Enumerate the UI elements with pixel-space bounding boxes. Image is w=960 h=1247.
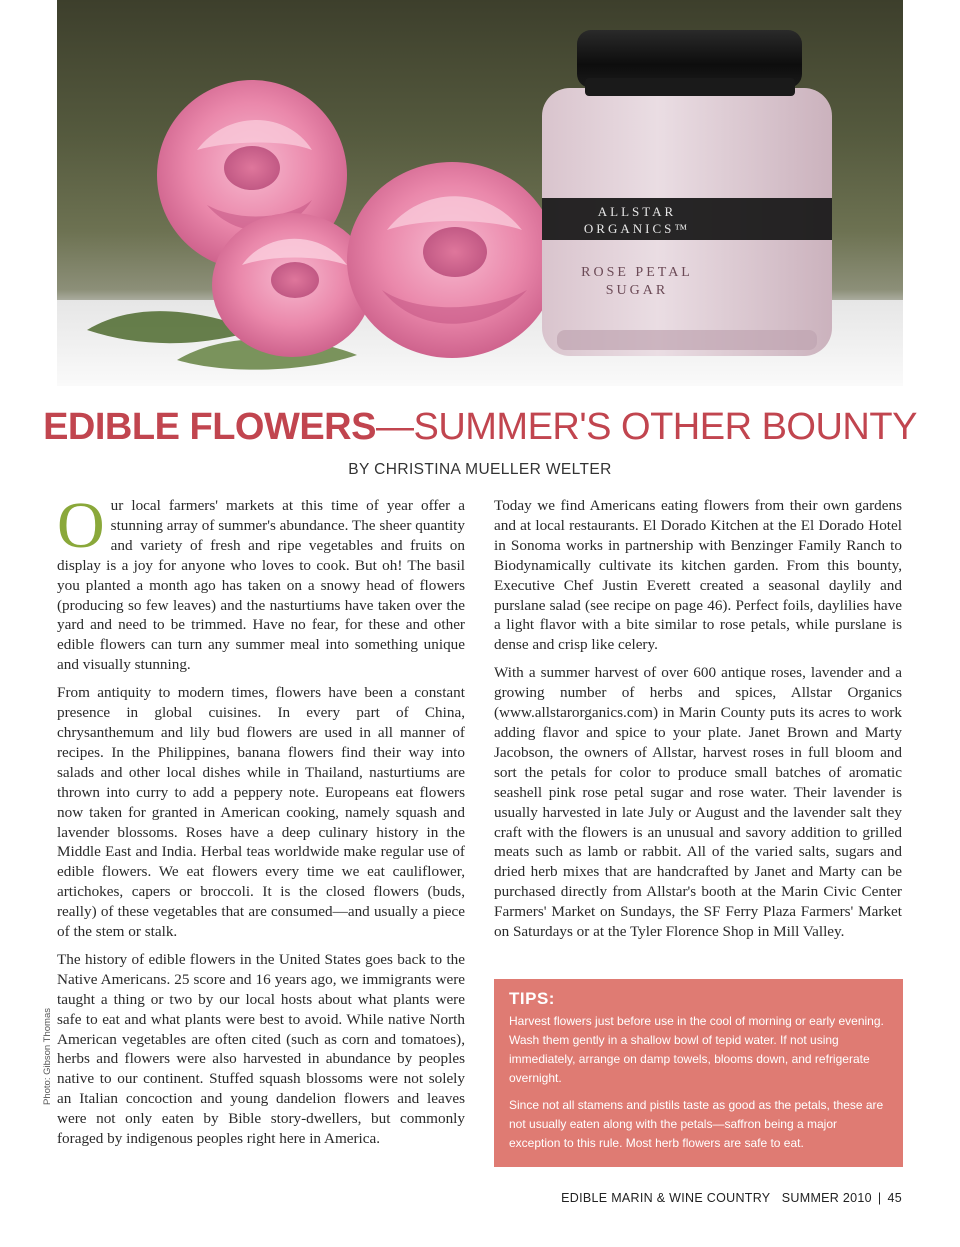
column-right [494, 496, 902, 950]
hero-illustration [57, 0, 903, 386]
footer-separator: | [877, 1191, 882, 1205]
jar-brand-text-2: ORGANICS™ [583, 221, 691, 236]
paragraph: From antiquity to modern times, flowers have been a constant presence in global cuisines. In every part of China, chrysanthemum and lily bud flowers are used in all manner of recipes. In the Philippines, banana flowers find their way into salads and other local dishes while in Thailand, nasturtiums are thrown into curry to add a peppery note. Europeans eat flowers now taken for granted in American cooking, namely squash and lavender blossoms. Roses have a deep culinary history in the Middle East and India. Herbal teas worldwide make regular use of edible flowers. We eat flowers every time we eat cauliflower, artichokes, capers or broccoli. It is the closed flowers (buds, really) of these vegetables that are consumed—and usually a piece of the stem or stalk. [57, 684, 465, 941]
paragraph: With a summer harvest of over 600 antique roses, lavender and a growing number of herbs and spices, Allstar Organics (www.allstarorganics.com) in Marin County puts its acres to work adding flavor and spice to your plate. Janet Brown and Marty Jacobson, the owners of Allstar, harvest roses in full bloom and sort the petals for color to produce small batches of aromatic seashell pink rose petal sugar and rose water. Their lavender is usually harvested in late July or August and the lavender salt they craft with the flowers is an unusual and savory addition to grilled meats such as lamb or rabbit. All of the varied salts, sugars and dried herb mixes that are handcrafted by Janet and Marty can be purchased directly from Allstar's booth at the Marin Civic Center Farmers' Market on Sundays, the SF Ferry Plaza Farmers' Market on Saturdays or at the Tyler Florence Shop in Mill Valley. [494, 664, 902, 941]
rose-middle [212, 213, 372, 357]
footer-publication: EDIBLE MARIN & WINE COUNTRY [561, 1191, 771, 1205]
article-title [0, 404, 960, 450]
hero-photo [57, 0, 903, 386]
dropcap: O [57, 489, 105, 562]
rose-right [347, 162, 557, 358]
paragraph: The history of edible flowers in the United States goes back to the Native Americans. 25 score and 16 years ago, we immigrants were taught a thing or two by our local hosts about what plants were safe to eat and what plants were best to avoid. While native North American vegetables are often cited (such as corn and tomatoes), herbs and flowers were also harvested in abundance by peoples native to our continent. Stuffed squash blossoms were not solely an Italian concoction and young dandelion flowers and leaves were not only eaten by Bible story-dwellers, but commonly foraged by indigenous peoples right here in America. [57, 950, 465, 1148]
rose-petal-sugar-jar [542, 30, 832, 356]
jar-brand-text-1: ALLSTAR [597, 204, 677, 219]
column-left [57, 489, 465, 1157]
paragraph: Today we find Americans eating flowers from their own gardens and at local restaurants. El Dorado Kitchen at the El Dorado Hotel in Sonoma works in partnership with Benzinger Family Ranch to Biodynamically cultivate its kitchen garden. From this bounty, Executive Chef Justin Everett created a seasonal daylily and purslane salad (see recipe on page 46). Perfect foils, daylilies have a light flavor with a bite similar to rose petals, while purslane is dense and crisp like celery. [494, 497, 902, 654]
tips-paragraph: Since not all stamens and pistils taste as good as the petals, these are not usually eaten along with the petals—saffron being a major exception to this rule. Most herb flowers are safe to eat. [509, 1098, 884, 1150]
tips-heading: TIPS: [509, 989, 555, 1008]
tips-paragraph: Harvest flowers just before use in the cool of morning or early evening. Wash them gently in a shallow bowl of tepid water. If not using immediately, arrange on damp towels, blooms down, and refrigerate overnight. [509, 1014, 884, 1085]
tips-box [494, 979, 903, 1167]
title-bold: EDIBLE FLOWERS [43, 406, 376, 448]
title-light: —SUMMER'S OTHER BOUNTY [375, 406, 917, 448]
page-number: 45 [887, 1191, 902, 1205]
byline: BY CHRISTINA MUELLER WELTER [348, 461, 612, 478]
jar-product-text-1: ROSE PETAL [581, 265, 693, 280]
footer-issue: SUMMER 2010 [781, 1191, 872, 1205]
paragraph: Our local farmers' markets at this time of year offer a stunning array of summer's abundance. The sheer quantity and variety of fresh and ripe vegetables and fruits on display is a joy for anyone who loves to cook. But oh! The basil you planted a month ago has taken on a snowy head of flowers (producing so few leaves) and the nasturtiums have taken over the yard and need to be trimmed. Have no fear, for these and other edible flowers can turn any summer meal into something unique and visually stunning. [57, 489, 465, 674]
page-footer [561, 1191, 902, 1205]
photo-credit: Photo: Gibson Thomas [42, 1008, 53, 1105]
jar-product-text-2: SUGAR [605, 283, 669, 298]
